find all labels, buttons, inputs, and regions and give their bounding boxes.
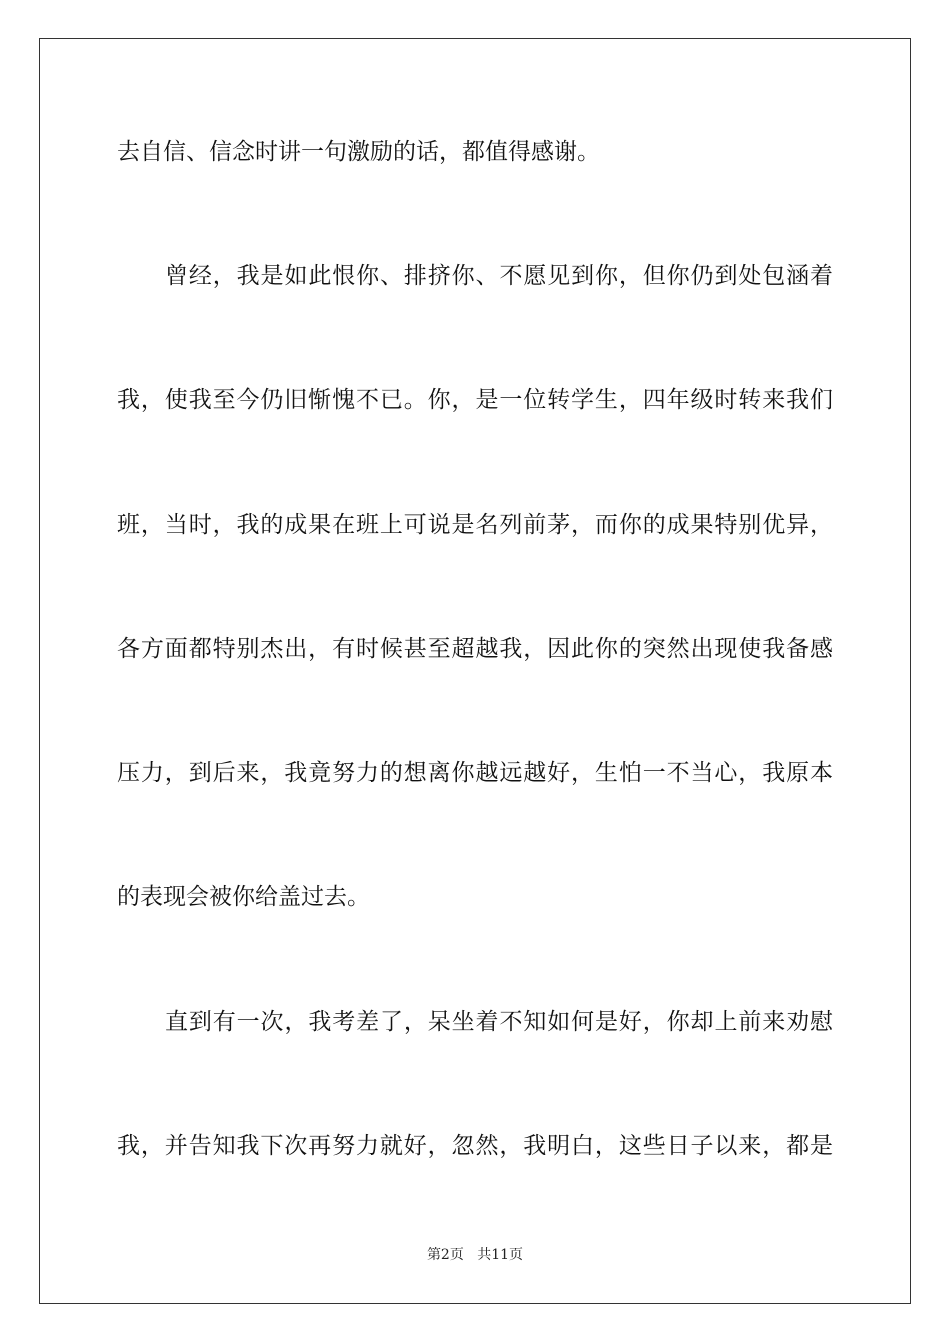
text-line-1: 去自信、信念时讲一句激励的话，都值得感谢。 — [117, 139, 600, 165]
text-line-5: 各方面都特别杰出，有时候甚至超越我，因此你的突然出现使我备感 — [117, 636, 833, 662]
text-line-8: 直到有一次，我考差了，呆坐着不知如何是好，你却上前来劝慰 — [165, 1009, 833, 1035]
text-line-4: 班，当时，我的成果在班上可说是名列前茅，而你的成果特别优异， — [117, 512, 833, 538]
text-line-7: 的表现会被你给盖过去。 — [117, 884, 370, 910]
page-number: 第2页 — [426, 1247, 464, 1263]
text-line-6: 压力，到后来，我竟努力的想离你越远越好，生怕一不当心，我原本 — [117, 760, 833, 786]
page-footer — [0, 1245, 950, 1265]
page-border — [39, 38, 911, 1304]
text-line-9: 我，并告知我下次再努力就好，忽然，我明白，这些日子以来，都是 — [117, 1133, 833, 1159]
text-line-2: 曾经，我是如此恨你、排挤你、不愿见到你，但你仍到处包涵着 — [165, 263, 833, 289]
page-total: 共11页 — [477, 1247, 524, 1263]
text-line-3: 我，使我至今仍旧惭愧不已。你，是一位转学生，四年级时转来我们 — [117, 387, 833, 413]
